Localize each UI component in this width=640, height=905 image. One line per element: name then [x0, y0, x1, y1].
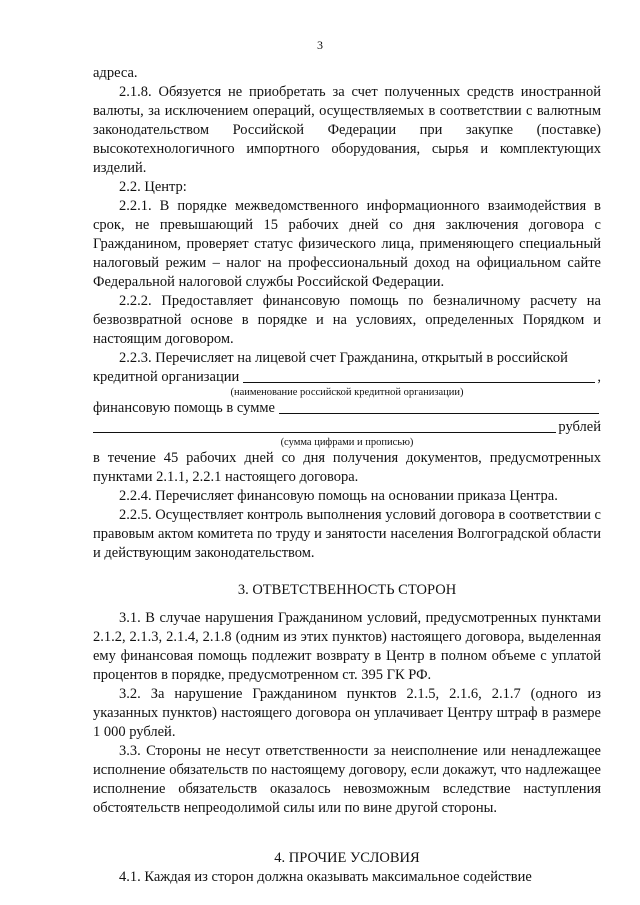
paragraph-3-3: 3.3. Стороны не несут ответственности за неисполнение или ненадлежащее исполнение обязательств по настоящему договору, если докажут, что надлежащее исполнение обязательств оказалось невозможным вследствие наступления обстоятельств непреодолимой силы или по вине другой стороны.: [93, 743, 601, 816]
paragraph-4-1: 4.1. Каждая из сторон должна оказывать максимальное содействие: [119, 869, 532, 885]
amount-field[interactable]: [279, 412, 599, 414]
paragraph-3-2: 3.2. За нарушение Гражданином пунктов 2.1.5, 2.1.6, 2.1.7 (одного из указанных пунктов) настоящего договора он уплачивает Центру штраф в размере 1 000 рублей.: [93, 686, 601, 740]
paragraph-2-2-3-term: в течение 45 рабочих дней со дня получения документов, предусмотренных пунктами 2.1.1, 2.2.1 настоящего договора.: [93, 450, 601, 485]
paragraph-2-2-1: 2.2.1. В порядке межведомственного информационного взаимодействия в срок, не превышающий 15 рабочих дней со дня заключения договора с Гражданином, проверяет статус физического лица, применяющего специальный налоговый режим – налог на профессиональный доход на официальном сайте Федеральной налоговой службы Российской Федерации.: [93, 198, 601, 290]
page-number: 3: [317, 38, 323, 52]
bank-name-field[interactable]: [243, 381, 595, 383]
amount-words-field[interactable]: [93, 431, 556, 433]
paragraph-2-1-8: 2.1.8. Обязуется не приобретать за счет полученных средств иностранной валюты, за исключением операций, осуществляемых в соответствии с валютным законодательством Российской Федерации при закупке (поставке) высокотехнологичного импортного оборудования, сырья и комплектующих изделий.: [93, 84, 601, 176]
rubles-label: рублей: [558, 419, 601, 435]
bank-line-comma: ,: [597, 369, 601, 385]
paragraph-2-2-5: 2.2.5. Осуществляет контроль выполнения условий договора в соответствии с правовым актом комитета по труду и занятости населения Волгоградской области и действующим законодательством.: [93, 507, 601, 561]
amount-label: финансовую помощь в сумме: [93, 400, 275, 416]
bank-name-caption: (наименование российской кредитной организации): [230, 387, 464, 398]
amount-words-line: [93, 418, 601, 437]
paragraph-2-2: 2.2. Центр:: [119, 179, 187, 195]
section-4-heading: 4. ПРОЧИЕ УСЛОВИЯ: [274, 850, 420, 866]
bank-name-line: [93, 368, 601, 387]
section-3-heading: 3. ОТВЕТСТВЕННОСТЬ СТОРОН: [237, 582, 457, 598]
bank-label: кредитной организации: [93, 369, 240, 385]
document-body: [93, 64, 601, 887]
paragraph-address-end: адреса.: [93, 65, 138, 81]
paragraph-3-1: 3.1. В случае нарушения Гражданином условий, предусмотренных пунктами 2.1.2, 2.1.3, 2.1.4, 2.1.8 (одним из этих пунктов) настоящего договора, выделенная ему финансовая помощь подлежит возврату в Центр в полном объеме с уплатой процентов в порядке, предусмотренном ст. 395 ГК РФ.: [93, 610, 601, 683]
paragraph-2-2-4: 2.2.4. Перечисляет финансовую помощь на основании приказа Центра.: [119, 488, 558, 504]
amount-line: [93, 399, 601, 418]
paragraph-2-2-3: 2.2.3. Перечисляет на лицевой счет Гражданина, открытый в российской: [119, 350, 568, 366]
amount-caption: (сумма цифрами и прописью): [280, 437, 414, 448]
paragraph-2-2-2: 2.2.2. Предоставляет финансовую помощь по безналичному расчету на безвозвратной основе в порядке и на условиях, определенных Порядком и настоящим договором.: [93, 293, 601, 347]
